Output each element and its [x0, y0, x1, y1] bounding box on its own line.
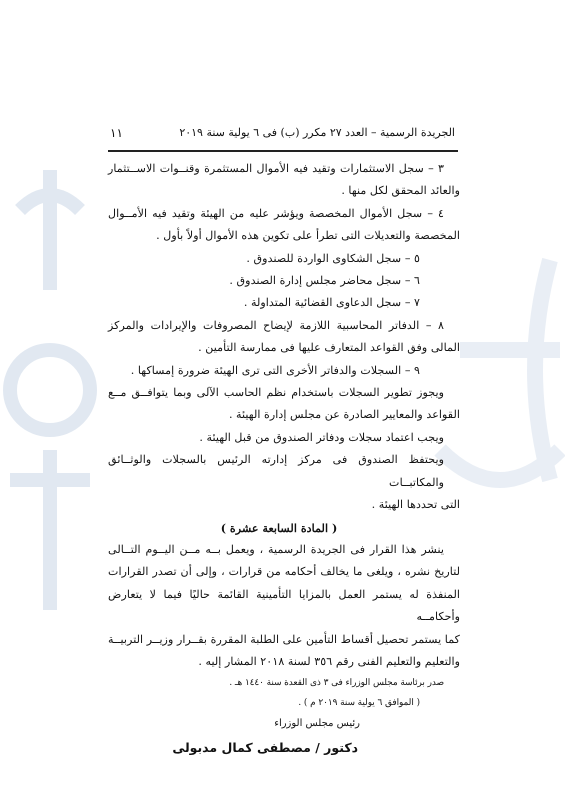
item-7: ٧ – سجل الدعاوى القضائية المتداولة . [243, 296, 420, 310]
article-line-2: لتاريخ نشره ، ويلغى ما يخالف أحكامه من قرارات ، وإلى أن تصدر القرارات [108, 565, 460, 579]
item-4-line-1: ٤ – سجل الأموال المخصصة ويؤشر عليه من الهيئة وتقيد فيه الأمــوال [108, 206, 444, 220]
article-line-3: المنفذة له يستمر العمل بالمزايا التأمينية القائمة حاليًا فيما لا يتعارض وأحكامــه [108, 587, 460, 624]
paragraph-1-line-1: ويجوز تطوير السجلات باستخدام نظم الحاسب الآلى وبما يتوافــق مــع [108, 386, 444, 400]
paragraph-3-line-1: ويحتفظ الصندوق فى مركز إدارته الرئيس بالسجلات والوثــائق والمكاتبــات [108, 453, 444, 489]
item-8-line-1: ٨ – الدفاتر المحاسبية اللازمة لإيضاح المصروفات والإيرادات والمركز [108, 318, 444, 332]
item-9: ٩ – السجلات والدفاتر الأخرى التى ترى الهيئة ضرورة إمساكها . [130, 363, 420, 377]
signatory-name: دكتور / مصطفى كمال مدبولى [172, 740, 358, 756]
issued-line-1: صدر برئاسة مجلس الوزراء فى ٣ ذى القعدة سنة ١٤٤٠ هـ . [229, 678, 444, 689]
article-line-4: كما يستمر تحصيل أقساط التأمين على الطلبة المقررة بقــرار وزيــر التربيــة [108, 632, 460, 646]
item-5: ٥ – سجل الشكاوى الواردة للصندوق . [246, 251, 420, 265]
item-3-line-1: ٣ – سجل الاستثمارات وتقيد فيه الأموال المستثمرة وقنــوات الاســتثمار [108, 162, 444, 175]
article-heading: ( المادة السابعة عشرة ) [220, 520, 338, 535]
document-body [108, 158, 460, 761]
page-header [110, 123, 455, 143]
item-6: ٦ – سجل محاضر مجلس إدارة الصندوق . [229, 274, 420, 288]
issued-line-2: ( الموافق ٦ يولية سنة ٢٠١٩ م ) . [298, 698, 420, 709]
paragraph-2: ويجب اعتماد سجلات ودفاتر الصندوق من قبل الهيئة . [199, 430, 444, 444]
paragraph-3-line-2: التى تحددها الهيئة . [371, 498, 460, 512]
item-8-line-2: المالى وفق القواعد المتعارف عليها فى ممارسة التأمين . [198, 341, 460, 355]
signatory-title: رئيس مجلس الوزراء [274, 718, 360, 730]
paragraph-1-line-2: القواعد والمعايير الصادرة عن مجلس إدارة الهيئة . [228, 408, 460, 422]
item-4-line-2: المخصصة والتعديلات التى تطرأ على تكوين هذه الأموال أولاً بأول . [156, 229, 460, 243]
item-3-line-2: والعائد المحقق لكل منها . [341, 184, 460, 198]
header-rule [108, 150, 458, 152]
header-title: الجريدة الرسمية – العدد ٢٧ مكرر (ب) فى ٦ يولية سنة ٢٠١٩ [179, 126, 455, 139]
article-line-1: ينشر هذا القرار فى الجريدة الرسمية ، ويعمل بــه مــن اليــوم التــالى [108, 542, 444, 556]
article-line-5: والتعليم والتعليم الفنى رقم ٣٥٦ لسنة ٢٠١٨ المشار إليه . [198, 654, 460, 668]
page-number: ١١ [110, 126, 123, 140]
